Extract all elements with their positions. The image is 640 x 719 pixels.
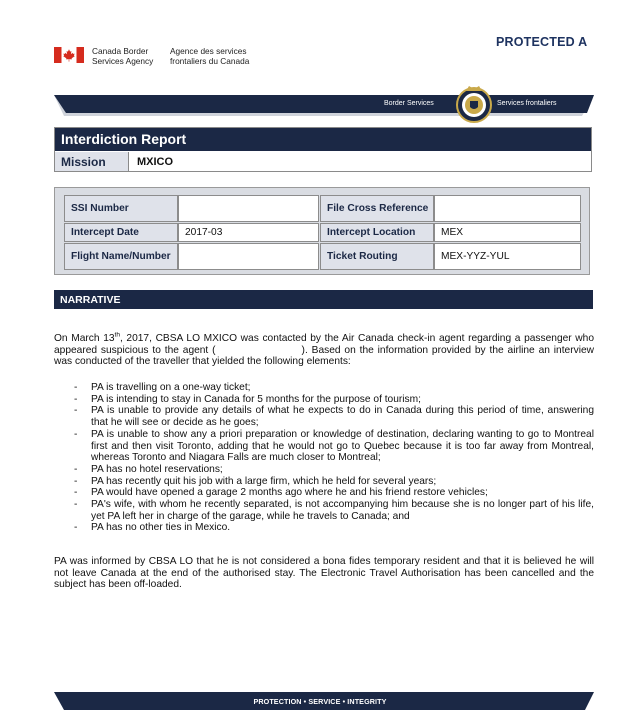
footer-motto: PROTECTION • SERVICE • INTEGRITY (253, 697, 387, 706)
ssi-number-label: SSI Number (64, 195, 178, 222)
intercept-location-value: MEX (434, 223, 581, 242)
agency-name-english (92, 47, 153, 66)
intercept-location-label: Intercept Location (320, 223, 434, 242)
narrative-header-bar (54, 290, 593, 309)
agency-en-line: Canada Border (92, 46, 149, 56)
intercept-date-value: 2017-03 (178, 223, 319, 242)
flight-number-label: Flight Name/Number (64, 243, 178, 270)
intro-text: On March 13 (54, 333, 115, 344)
file-cross-reference-value (434, 195, 581, 222)
narrative-conclusion-paragraph: PA was informed by CBSA LO that he is not considered a bona fides temporary resident and that it is believed he will not leave Canada at the end of the authorised stay. The Electronic Travel Authorisation has been cancelled and the subject has been off-loaded. (54, 556, 594, 591)
list-item: - PA is unable to provide any details of what he expects to do in Canada during this period of time, answering that he will see or decide as he goes; (54, 405, 594, 428)
narrative-intro-paragraph (54, 333, 594, 368)
agency-fr-line: Agence des services (170, 46, 247, 56)
ticket-routing-label: Ticket Routing (320, 243, 434, 270)
narrative-heading: NARRATIVE (60, 294, 121, 306)
list-item: - PA is intending to stay in Canada for 5 months for the purpose of tourism; (54, 394, 594, 406)
intro-text: ). Based on the information provided by the airline an interview was conducted of the traveller that yielded the following elements: (54, 344, 594, 368)
elements-list (54, 382, 594, 534)
list-item: - PA would have opened a garage 2 months ago where he and his friend restore vehicles; (54, 487, 594, 499)
intercept-date-label: Intercept Date (64, 223, 178, 242)
banner-border-services-label: Border Services (384, 100, 434, 107)
file-cross-reference-label: File Cross Reference (320, 195, 434, 222)
list-item: - PA has no other ties in Mexico. (54, 522, 594, 534)
agency-name-french (170, 47, 249, 66)
classification-label: PROTECTED A (496, 35, 588, 49)
agency-en-line: Services Agency (92, 55, 154, 66)
ssi-number-value (178, 195, 319, 222)
intro-text: , 2017, CBSA LO MXICO was contacted by the Air Canada check-in agent regarding a passenger who appeared suspicious to the agent ( (54, 333, 594, 356)
intro-superscript: th (114, 331, 120, 339)
list-item: - PA has recently quit his job with a large firm, which he held for several years; (54, 476, 594, 488)
list-item: - PA's wife, with whom he recently separated, is not accompanying him because she is no longer part of his life, yet PA left her in charge of the garage, while he travels to Canada; and (54, 499, 594, 522)
list-item: - PA has no hotel reservations; (54, 464, 594, 476)
mission-value: MXICO (137, 156, 174, 168)
flight-number-value (178, 243, 319, 270)
agency-fr-line: frontaliers du Canada (170, 55, 250, 66)
canada-flag-icon (54, 47, 84, 63)
report-title: Interdiction Report (61, 131, 187, 147)
banner-services-frontaliers-label: Services frontaliers (497, 100, 557, 107)
list-item: - PA is unable to show any a priori preparation or knowledge of destination, declaring wanting to go to Montreal first and then visit Toronto, adding that he would not go to Quebec because it is too far away from Montreal, whereas Toronto and Niagara Falls are much closer to Montreal; (54, 429, 594, 464)
ticket-routing-value: MEX-YYZ-YUL (434, 243, 581, 270)
list-item: - PA is travelling on a one-way ticket; (54, 382, 594, 394)
mission-label: Mission (61, 155, 106, 169)
